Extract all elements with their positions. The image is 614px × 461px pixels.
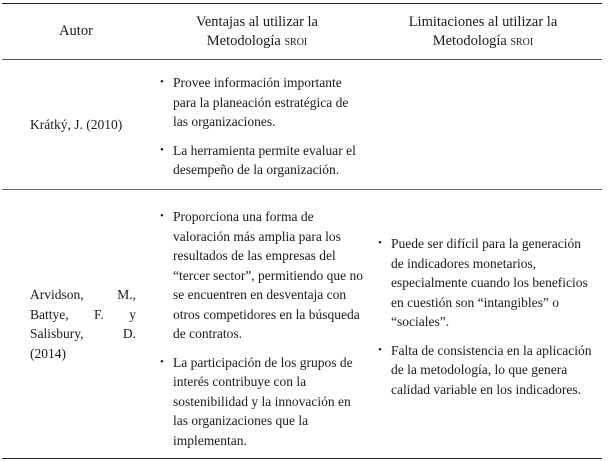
advantages-cell bbox=[150, 190, 364, 458]
list-item-text: Provee información importante para la planeación estratégica de las organizaciones. bbox=[173, 75, 349, 129]
sroi-acronym: sroi bbox=[510, 32, 534, 49]
header-author bbox=[2, 4, 150, 59]
list-item bbox=[160, 207, 364, 344]
header-advantages-line2: Metodología sroi bbox=[206, 32, 308, 49]
advantages-cell bbox=[150, 60, 364, 189]
author-cell bbox=[2, 60, 150, 189]
table-row bbox=[2, 190, 602, 458]
table-row bbox=[2, 60, 602, 190]
header-limitations-line1: Limitaciones al utilizar la bbox=[408, 13, 558, 30]
table-header-row bbox=[2, 4, 602, 60]
list-item-text: La participación de los grupos de interés contribuye con la sostenibilidad y la innovación en las organizaciones que la implementan. bbox=[173, 354, 353, 448]
list-item bbox=[160, 141, 360, 180]
bullet-icon: • bbox=[160, 355, 164, 368]
header-advantages bbox=[150, 4, 364, 59]
author-cell bbox=[2, 190, 150, 458]
bullet-icon: • bbox=[378, 343, 382, 356]
comparison-table bbox=[2, 3, 602, 459]
bullet-icon: • bbox=[160, 210, 164, 222]
list-item-text: La herramienta permite evaluar el desempeño de la organización. bbox=[173, 142, 356, 177]
list-item-text: Falta de consistencia en la aplicación de la metodología, lo que genera calidad variable en los indicadores. bbox=[391, 342, 592, 397]
advantages-list bbox=[160, 207, 364, 450]
list-item bbox=[378, 234, 596, 332]
list-item-text: Puede ser difícil para la generación de indicadores monetarios, especialmente cuando los beneficios en cuestión son “intangibles” o “sociales”. bbox=[391, 236, 588, 329]
header-limitations bbox=[364, 4, 602, 59]
bullet-icon: • bbox=[378, 237, 382, 249]
limitations-list bbox=[378, 234, 596, 399]
bullet-icon: • bbox=[160, 143, 164, 156]
sroi-acronym: sroi bbox=[284, 32, 308, 49]
header-limitations-line2: Metodología sroi bbox=[432, 32, 534, 49]
list-item-text: Proporciona una forma de valoración más amplia para los resultados de las empresas del “tercer sector”, permitiendo que no se encuentren en desventaja con otros competidores en la búsqueda de contratos. bbox=[173, 209, 364, 341]
bullet-icon: • bbox=[160, 76, 164, 88]
author-name: Arvidson, M., Battye, F. y Salisbury, D. (2014) bbox=[30, 287, 136, 361]
limitations-cell bbox=[364, 190, 602, 458]
author-name: Krátký, J. (2010) bbox=[30, 116, 123, 132]
limitations-cell bbox=[364, 60, 602, 189]
header-author-label: Autor bbox=[59, 23, 93, 39]
list-item bbox=[160, 353, 364, 451]
header-advantages-line1: Ventajas al utilizar la bbox=[196, 13, 318, 30]
list-item bbox=[378, 341, 596, 400]
advantages-list bbox=[160, 73, 360, 180]
list-item bbox=[160, 73, 360, 132]
